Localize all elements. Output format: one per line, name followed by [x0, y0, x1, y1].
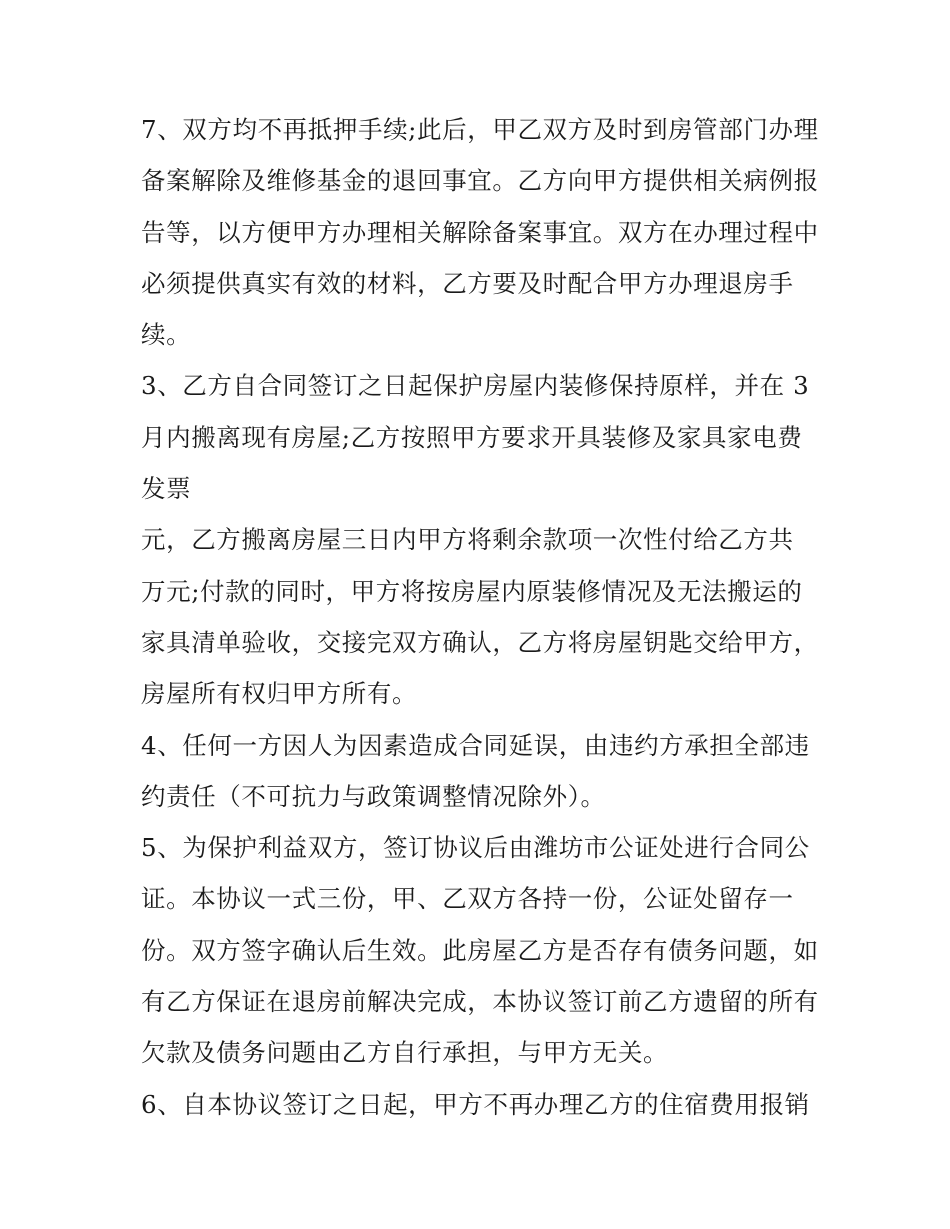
text-line: 必须提供真实有效的材料，乙方要及时配合甲方办理退房手: [141, 268, 794, 298]
text-line: 发票: [141, 474, 192, 504]
text-line: 7、双方均不再抵押手续;此后，甲乙双方及时到房管部门办理: [141, 115, 819, 144]
text-line: 元，乙方搬离房屋三日内甲方将剩余款项一次性付给乙方共: [141, 525, 794, 555]
text-line: 续。: [141, 320, 192, 350]
text-line: 6、自本协议签订之日起，甲方不再办理乙方的住宿费用报销: [141, 1089, 810, 1119]
text-line: 万元;付款的同时，甲方将按房屋内原装修情况及无法搬运的: [141, 576, 803, 606]
text-line: 约责任（不可抗力与政策调整情况除外）。: [141, 781, 606, 811]
text-line: 家具清单验收，交接完双方确认，乙方将房屋钥匙交给甲方，: [141, 627, 819, 657]
text-line: 告等，以方便甲方办理相关解除备案事宜。双方在办理过程中: [141, 217, 819, 247]
text-line: 3、乙方自合同签订之日起保护房屋内装修保持原样，并在 3: [141, 371, 810, 401]
text-line: 4、任何一方因人为因素造成合同延误，由违约方承担全部违: [141, 730, 810, 760]
text-line: 份。双方签字确认后生效。此房屋乙方是否存有债务问题，如: [141, 935, 819, 965]
text-line: 备案解除及维修基金的退回事宜。乙方向甲方提供相关病例报: [141, 166, 819, 196]
text-line: 证。本协议一式三份，甲、乙双方各持一份，公证处留存一: [141, 884, 794, 914]
text-line: 5、为保护利益双方，签订协议后由潍坊市公证处进行合同公: [141, 833, 810, 863]
text-line: 欠款及债务问题由乙方自行承担，与甲方无关。: [141, 1038, 669, 1068]
document-body: [141, 104, 821, 1130]
text-line: 房屋所有权归甲方所有。: [141, 679, 418, 709]
text-line: 月内搬离现有房屋;乙方按照甲方要求开具装修及家具家电费: [141, 422, 803, 452]
text-line: 有乙方保证在退房前解决完成，本协议签订前乙方遗留的所有: [141, 987, 819, 1017]
